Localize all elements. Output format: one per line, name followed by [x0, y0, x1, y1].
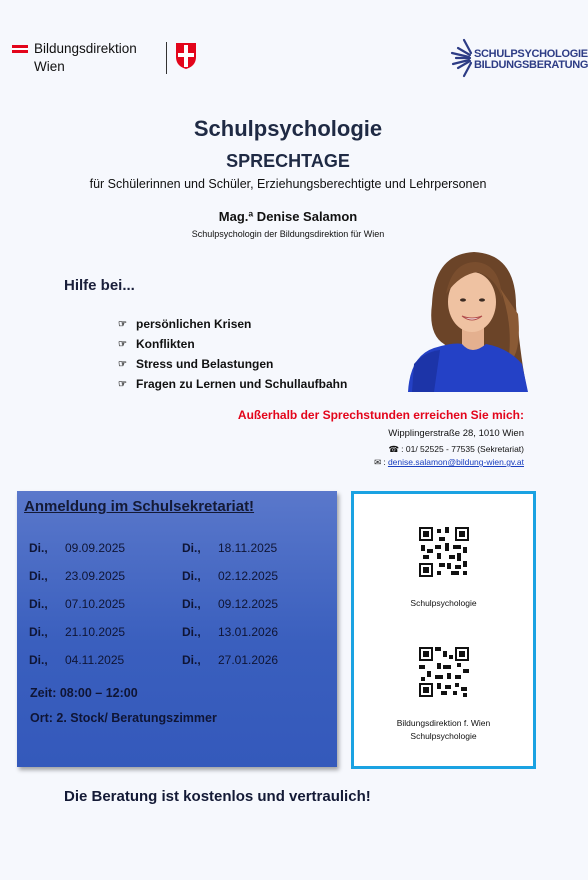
schulpsychologie-logo: [450, 36, 588, 84]
pointing-hand-icon: ☞: [118, 338, 127, 350]
qr-code-icon[interactable]: [419, 527, 469, 577]
date: 09.09.2025: [65, 541, 126, 555]
qr-box: [351, 491, 536, 769]
pointing-hand-icon: ☞: [118, 358, 127, 370]
weekday: Di.,: [29, 625, 48, 639]
date: 18.11.2025: [218, 541, 278, 555]
weekday: Di.,: [182, 569, 201, 583]
list-item: ☞ Stress und Belastungen: [118, 357, 274, 371]
pointing-hand-icon: ☞: [118, 318, 127, 330]
table-row: [29, 625, 329, 653]
registration-box: [17, 491, 337, 767]
page-subtitle: SPRECHTAGE: [226, 151, 350, 171]
list-item: ☞ persönlichen Krisen: [118, 317, 252, 331]
contact-email: ✉ : denise.salamon@bildung-wien.gv.at: [374, 457, 524, 467]
logo-line2: BILDUNGSBERATUNG: [474, 59, 588, 71]
qr-code-icon[interactable]: [419, 647, 469, 697]
footer-note: Die Beratung ist kostenlos und vertraulich!: [64, 788, 371, 805]
weekday: Di.,: [29, 569, 48, 583]
portrait-photo: [404, 244, 528, 392]
logo-name: Bildungsdirektion Wien: [34, 41, 137, 74]
email-link[interactable]: denise.salamon@bildung-wien.gv.at: [387, 457, 524, 467]
date: 07.10.2025: [65, 597, 126, 611]
contact-phone: ☎ : 01/ 52525 - 77535 (Sekretariat): [388, 444, 524, 454]
date: 21.10.2025: [65, 625, 126, 639]
page-title: Schulpsychologie: [193, 116, 383, 141]
date: 13.01.2026: [218, 625, 279, 639]
contact-heading: Außerhalb der Sprechstunden erreichen Sie mich:: [237, 408, 524, 422]
weekday: Di.,: [182, 541, 201, 555]
weekday: Di.,: [29, 653, 48, 667]
logo-divider: [166, 42, 167, 74]
psychologist-name: Mag.ª Denise Salamon: [218, 209, 358, 224]
qr-label: Schulpsychologie: [410, 598, 477, 608]
date: 27.01.2026: [218, 653, 279, 667]
help-heading: Hilfe bei...: [64, 277, 135, 294]
contact-address: Wipplingerstraße 28, 1010 Wien: [388, 428, 524, 439]
phone-icon: ☎: [388, 444, 400, 454]
table-row: [29, 569, 329, 597]
weekday: Di.,: [182, 653, 201, 667]
list-item: ☞ Konflikten: [118, 337, 195, 351]
bildungsdirektion-logo: [12, 40, 212, 80]
date: 09.12.2025: [218, 597, 279, 611]
list-item: ☞ Fragen zu Lernen und Schullaufbahn: [118, 377, 348, 391]
tagline: für Schülerinnen und Schüler, Erziehungsberechtigte und Lehrpersonen: [89, 177, 487, 191]
austria-flag-icon: [12, 45, 28, 53]
dates-table: [29, 541, 329, 681]
weekday: Di.,: [29, 597, 48, 611]
date: 02.12.2025: [218, 569, 279, 583]
help-list: [118, 314, 347, 394]
pointing-hand-icon: ☞: [118, 378, 127, 390]
logo-line1: SCHULPSYCHOLOGIE: [474, 48, 588, 60]
vienna-shield-icon: [175, 42, 197, 70]
registration-heading: Anmeldung im Schulsekretariat!: [24, 498, 255, 515]
place-info: Ort: 2. Stock/ Beratungszimmer: [30, 711, 217, 725]
table-row: [29, 541, 329, 569]
table-row: [29, 653, 329, 681]
psychologist-role: Schulpsychologin der Bildungsdirektion für Wien: [191, 229, 385, 239]
mail-icon: ✉: [374, 457, 382, 467]
time-info: Zeit: 08:00 – 12:00: [30, 686, 138, 700]
weekday: Di.,: [29, 541, 48, 555]
table-row: [29, 597, 329, 625]
date: 04.11.2025: [65, 653, 125, 667]
weekday: Di.,: [182, 597, 201, 611]
weekday: Di.,: [182, 625, 201, 639]
date: 23.09.2025: [65, 569, 126, 583]
burst-icon: [450, 36, 474, 80]
qr-label: Bildungsdirektion f. Wien Schulpsychologie: [396, 718, 491, 741]
